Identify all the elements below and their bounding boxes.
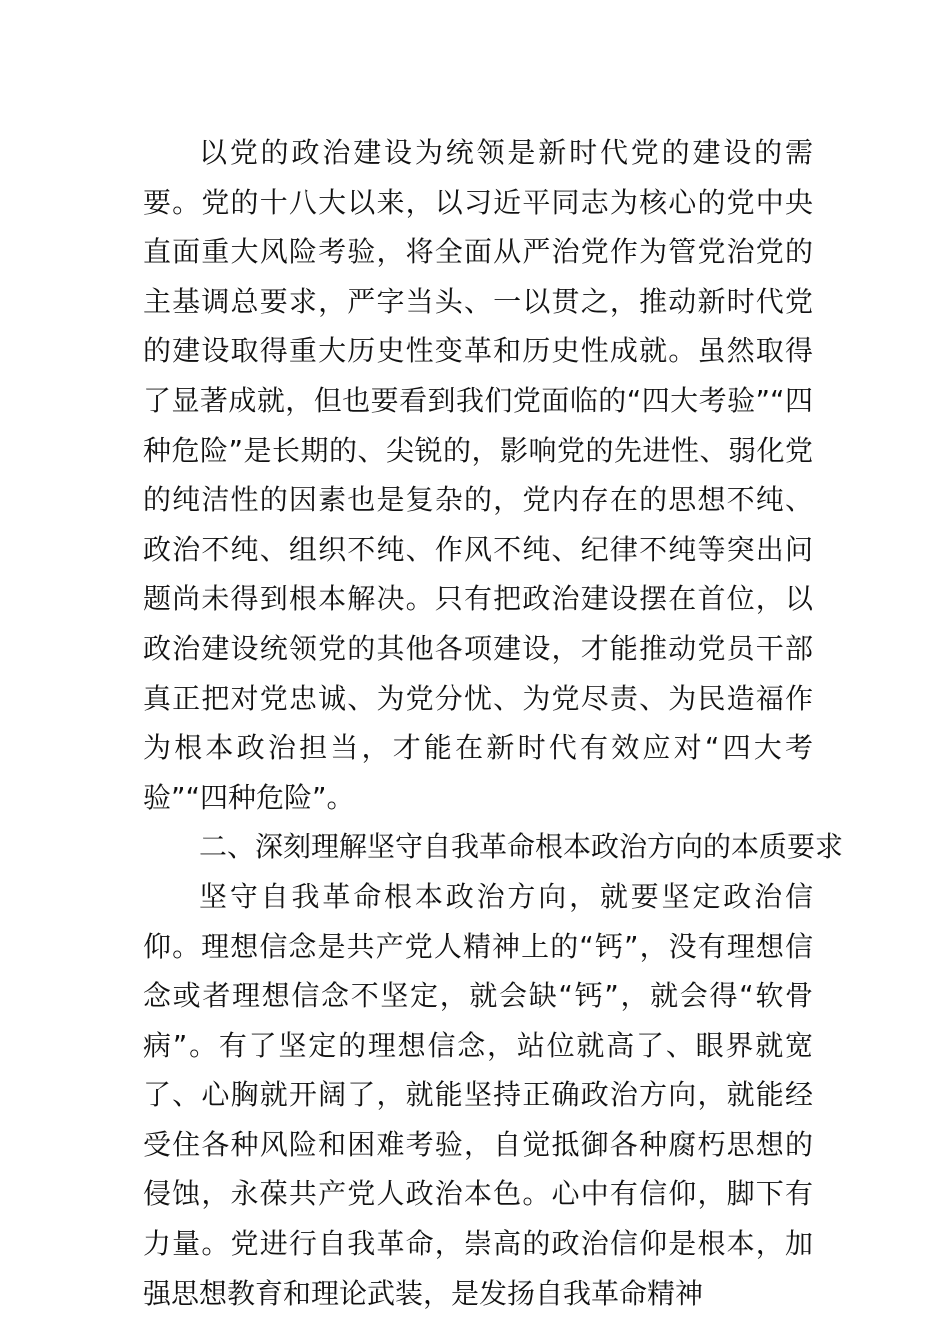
- paragraph-political-construction: 以党的政治建设为统领是新时代党的建设的需要。党的十八大以来，以习近平同志为核心的党中央直面重大风险考验，将全面从严治党作为管党治党的主基调总要求，严字当头、一以贯之，推动新时代党的建设取得重大历史性变革和历史性成就。虽然取得了显著成就，但也要看到我们党面临的“四大考验”“四种危险”是长期的、尖锐的，影响党的先进性、弱化党的纯洁性的因素也是复杂的，党内存在的思想不纯、政治不纯、组织不纯、作风不纯、纪律不纯等突出问题尚未得到根本解决。只有把政治建设摆在首位，以政治建设统领党的其他各项建设，才能推动党员干部真正把对党忠诚、为党分忧、为党尽责、为民造福作为根本政治担当，才能在新时代有效应对“四大考验”“四种危险”。: [143, 136, 813, 814]
- section-heading: 二、深刻理解坚守自我革命根本政治方向的本质要求: [199, 830, 844, 864]
- paragraph-self-revolution: 坚守自我革命根本政治方向，就要坚定政治信仰。理想信念是共产党人精神上的“钙”，没有理想信念或者理想信念不坚定，就会缺“钙”，就会得“软骨病”。有了坚定的理想信念，站位就高了、眼界就宽了、心胸就开阔了，就能坚持正确政治方向，就能经受住各种风险和困难考验，自觉抵御各种腐朽思想的侵蚀，永葆共产党人政治本色。心中有信仰，脚下有力量。党进行自我革命，崇高的政治信仰是根本，加强思想教育和理论武装，是发扬自我革命精神: [143, 879, 813, 1310]
- document-body: [143, 128, 844, 1318]
